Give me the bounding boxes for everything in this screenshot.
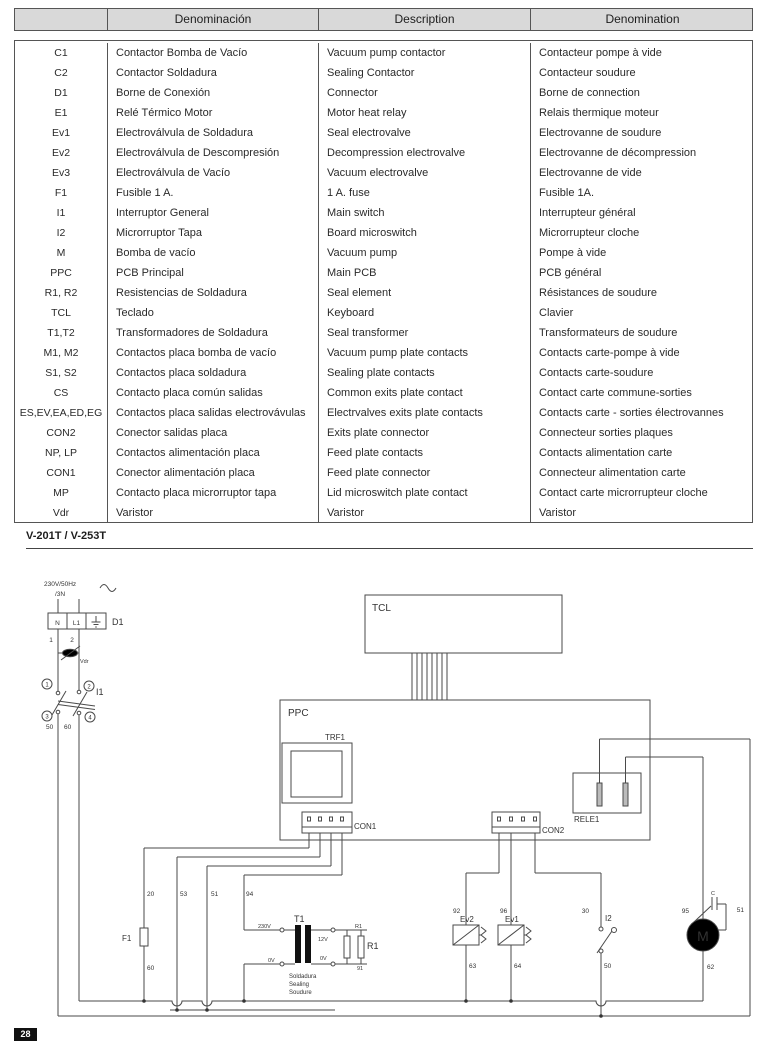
table-cell-es: Contactos placa salidas electrovávulas [108, 403, 319, 423]
table-cell-fr: Connecteur sorties plaques [539, 427, 673, 439]
con2-wiring [453, 833, 601, 927]
ribbon-cable [412, 653, 447, 700]
header-cell-es: Denominación [108, 9, 319, 30]
table-cell-code: ES,EV,EA,ED,EG [15, 403, 108, 423]
table-cell-es: Resistencias de Soldadura [108, 283, 319, 303]
table-cell-fr: Contact carte commune-sorties [539, 387, 692, 399]
table-cell-es: Contactos placa bomba de vacío [108, 343, 319, 363]
i1-contact3-label: 3 [45, 714, 49, 721]
table-cell-en: Varistor [319, 503, 531, 523]
table-cell-en: 1 A. fuse [319, 183, 531, 203]
table-cell-es: Electroválvula de Descompresión [108, 143, 319, 163]
table-cell-code: I2 [15, 223, 108, 243]
table-cell-fr: PCB général [539, 267, 602, 279]
table-cell-code: R1, R2 [15, 283, 108, 303]
table-cell-fr: Contacts carte-pompe à vide [539, 347, 680, 359]
motor-m [682, 891, 745, 1001]
header-cell-en: Description [319, 9, 531, 30]
table-cell-code: I1 [15, 203, 108, 223]
valve-ev1 [498, 915, 531, 1001]
wire-50b-label: 50 [604, 963, 612, 970]
page-number-badge: 28 [14, 1028, 37, 1041]
main-switch-label: I1 [96, 687, 104, 697]
supply-phase-label: /3N [55, 591, 66, 598]
table-cell-fr: Transformateurs de soudure [539, 327, 678, 339]
table-cell-en: Seal element [319, 283, 531, 303]
i1-contact2-label: 2 [87, 684, 91, 691]
main-pcb-label: PPC [288, 708, 309, 719]
table-cell-code: C2 [15, 63, 108, 83]
con1-wiring [144, 833, 342, 1010]
table-cell-code: S1, S2 [15, 363, 108, 383]
table-cell-fr: Contact carte microrrupteur cloche [539, 487, 708, 499]
wire-96-label: 96 [500, 908, 508, 915]
table-cell-fr: Contacts carte - sorties électrovannes [539, 407, 724, 419]
table-cell-fr: Electrovanne de soudure [539, 127, 662, 139]
table-cell-en: Common exits plate contact [319, 383, 531, 403]
resistor-small-bottom-label: 91 [357, 966, 364, 972]
seal-caption-es: Soldadura [289, 974, 317, 980]
wire-64-label: 64 [514, 963, 522, 970]
wire-92-label: 92 [453, 908, 461, 915]
table-cell-en: Vacuum pump [319, 243, 531, 263]
seal-caption-en: Sealing [289, 982, 310, 988]
table-cell-fr: Borne de connection [539, 87, 640, 99]
connector2 [492, 812, 565, 835]
connector2-label: CON2 [542, 826, 565, 835]
table-cell-code: D1 [15, 83, 108, 103]
keyboard-box-tcl [365, 595, 562, 700]
wire-20-label: 20 [147, 891, 155, 898]
table-cell-es: Teclado [108, 303, 319, 323]
table-cell-fr: Contacts alimentation carte [539, 447, 673, 459]
table-cell-code: Vdr [15, 503, 108, 523]
table-cell-en: Keyboard [319, 303, 531, 323]
table-cell-fr: Clavier [539, 307, 574, 319]
primary-230v-label: 230V [258, 924, 271, 930]
table-cell-es: Microrruptor Tapa [108, 223, 319, 243]
table-cell-es: Conector alimentación placa [108, 463, 319, 483]
table-cell-es: PCB Principal [108, 263, 319, 283]
table-cell-en: Main switch [319, 203, 531, 223]
table-cell-en: Decompression electrovalve [319, 143, 531, 163]
table-cell-es: Relé Térmico Motor [108, 103, 319, 123]
fuse-label: F1 [122, 934, 132, 943]
table-cell-code: NP, LP [15, 443, 108, 463]
secondary-12v-label: 12V [318, 937, 328, 943]
table-cell-es: Contactos alimentación placa [108, 443, 319, 463]
wire-62-label: 62 [707, 964, 715, 971]
table-cell-code: CON1 [15, 463, 108, 483]
resistor-label: R1 [367, 941, 379, 951]
resistor-small-top-label: R1 [355, 924, 363, 930]
section-title: V-201T / V-253T [26, 530, 107, 542]
valve-ev2 [453, 915, 486, 1001]
table-cell-en: Motor heat relay [319, 103, 531, 123]
i1-contact1-label: 1 [45, 682, 49, 689]
table-cell-en: Main PCB [319, 263, 531, 283]
table-cell-code: MP [15, 483, 108, 503]
terminal-pin2-label: 2 [70, 637, 74, 644]
table-cell-code: F1 [15, 183, 108, 203]
wire-51b-label: 51 [736, 907, 744, 914]
table-cell-fr: Connecteur alimentation carte [539, 467, 686, 479]
table-cell-en: Seal transformer [319, 323, 531, 343]
table-cell-es: Fusible 1 A. [108, 183, 319, 203]
table-cell-en: Feed plate connector [319, 463, 531, 483]
supply-label-group [44, 581, 116, 613]
wire-94-label: 94 [246, 891, 254, 898]
table-cell-fr: Microrrupteur cloche [539, 227, 640, 239]
terminal-l1-label: L1 [72, 620, 81, 627]
main-switch-i1 [42, 679, 104, 1016]
transformer-pcb-label: TRF1 [325, 733, 345, 742]
table-cell-fr: Contacteur pompe à vide [539, 47, 662, 59]
table-cell-code: Ev1 [15, 123, 108, 143]
table-cell-code: M [15, 243, 108, 263]
table-cell-code: Ev2 [15, 143, 108, 163]
wire-60-label: 60 [64, 724, 72, 731]
table-cell-code: T1,T2 [15, 323, 108, 343]
table-cell-fr: Fusible 1A. [539, 187, 595, 199]
table-cell-es: Contacto placa microrruptor tapa [108, 483, 319, 503]
wire-53-label: 53 [180, 891, 188, 898]
table-cell-en: Board microswitch [319, 223, 531, 243]
table-cell-code: CS [15, 383, 108, 403]
table-cell-code: E1 [15, 103, 108, 123]
microswitch-label: I2 [605, 914, 612, 923]
bottom-rails [58, 999, 750, 1018]
wire-63-label: 63 [469, 963, 477, 970]
resistor-r1 [335, 924, 379, 972]
varistor-symbol [58, 646, 89, 665]
table-cell-code: C1 [15, 43, 108, 63]
terminal-n-label: N [55, 620, 60, 627]
table-cell-es: Varistor [108, 503, 319, 523]
transformer-label: T1 [294, 914, 305, 924]
table-cell-fr: Varistor [539, 507, 577, 519]
table-cell-es: Bomba de vacío [108, 243, 319, 263]
table-cell-es: Contactos placa soldadura [108, 363, 319, 383]
capacitor-label: C [711, 891, 715, 897]
wire-60b-label: 60 [147, 965, 155, 972]
table-cell-en: Sealing Contactor [319, 63, 531, 83]
table-cell-fr: Pompe à vide [539, 247, 607, 259]
primary-0v-label: 0V [268, 958, 275, 964]
table-cell-es: Electroválvula de Soldadura [108, 123, 319, 143]
terminal-pin1-label: 1 [49, 637, 53, 644]
table-cell-fr: Electrovanne de vide [539, 167, 642, 179]
header-cell-fr: Denomination [605, 12, 680, 26]
wire-95-label: 95 [681, 908, 689, 915]
valve-ev1-label: Ev1 [505, 915, 519, 924]
table-cell-en: Exits plate connector [319, 423, 531, 443]
i1-contact4-label: 4 [88, 715, 92, 722]
table-cell-code: TCL [15, 303, 108, 323]
table-cell-code: CON2 [15, 423, 108, 443]
ac-symbol-icon [100, 585, 116, 592]
table-cell-es: Electroválvula de Vacío [108, 163, 319, 183]
relay-rele1 [573, 739, 750, 1016]
table-cell-fr: Résistances de soudure [539, 287, 658, 299]
wire-30-label: 30 [581, 908, 589, 915]
table-cell-fr: Relais thermique moteur [539, 107, 659, 119]
terminal-block-d1 [48, 613, 124, 691]
transformer-t1 [244, 914, 335, 1001]
table-cell-en: Feed plate contacts [319, 443, 531, 463]
table-cell-fr: Contacteur soudure [539, 67, 636, 79]
table-cell-code: PPC [15, 263, 108, 283]
connector1 [302, 812, 377, 833]
table-cell-fr: Contacts carte-soudure [539, 367, 654, 379]
table-cell-es: Interruptor General [108, 203, 319, 223]
table-cell-code: Ev3 [15, 163, 108, 183]
table-cell-es: Transformadores de Soldadura [108, 323, 319, 343]
table-cell-en: Vacuum pump plate contacts [319, 343, 531, 363]
seal-caption-fr: Soudure [289, 990, 312, 996]
wire-50-label: 50 [46, 724, 54, 731]
table-cell-code: M1, M2 [15, 343, 108, 363]
table-cell-en: Lid microswitch plate contact [319, 483, 531, 503]
table-cell-es: Borne de Conexión [108, 83, 319, 103]
secondary-0v-label: 0V [320, 956, 327, 962]
varistor-label: Vdr [80, 659, 89, 665]
table-cell-en: Vacuum pump contactor [319, 43, 531, 63]
relay-label: RELE1 [574, 815, 600, 824]
valve-ev2-label: Ev2 [460, 915, 474, 924]
table-cell-es: Conector salidas placa [108, 423, 319, 443]
wire-51-label: 51 [211, 891, 219, 898]
table-cell-es: Contactor Soldadura [108, 63, 319, 83]
table-cell-en: Electrvalves exits plate contacts [319, 403, 531, 423]
table-cell-en: Seal electrovalve [319, 123, 531, 143]
fuse-f1 [122, 928, 155, 1001]
keyboard-label: TCL [372, 603, 391, 614]
table-cell-fr: Interrupteur général [539, 207, 636, 219]
table-cell-en: Vacuum electrovalve [319, 163, 531, 183]
table-cell-fr: Electrovanne de décompression [539, 147, 697, 159]
table-cell-en: Connector [319, 83, 531, 103]
motor-label: M [697, 928, 709, 944]
table-cell-es: Contactor Bomba de Vacío [108, 43, 319, 63]
table-cell-es: Contacto placa común salidas [108, 383, 319, 403]
supply-voltage-label: 230V/50Hz [44, 581, 77, 588]
terminal-block-label: D1 [112, 617, 124, 627]
table-cell-en: Sealing plate contacts [319, 363, 531, 383]
connector1-label: CON1 [354, 822, 377, 831]
